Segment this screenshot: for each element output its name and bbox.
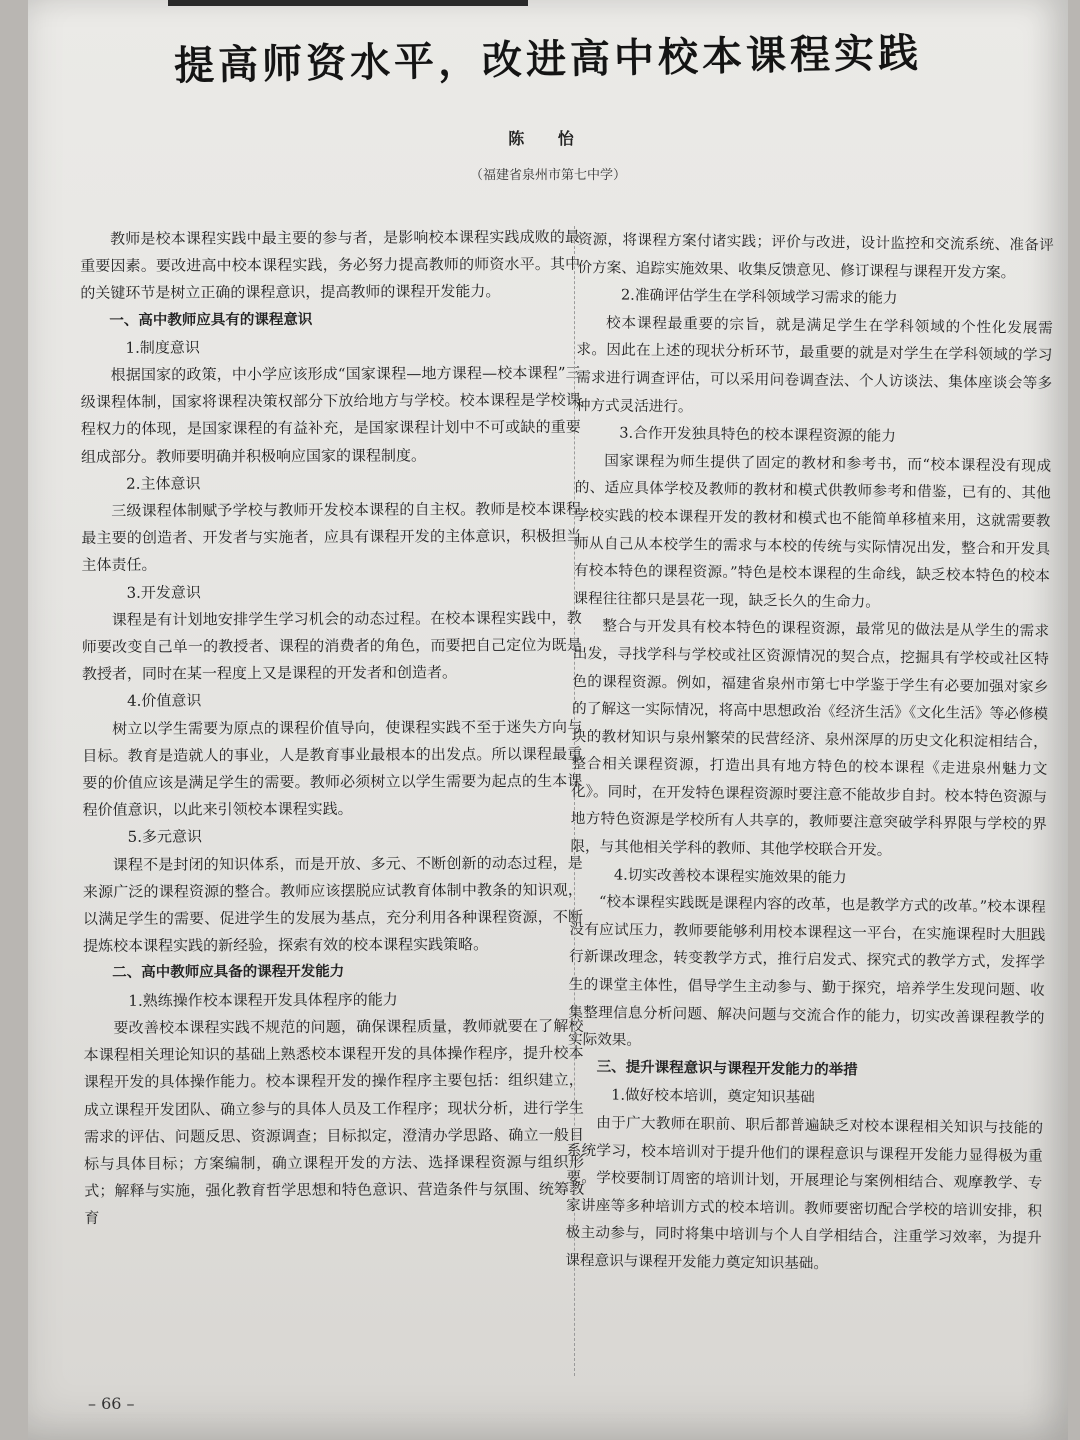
article-title: 提高师资水平，改进高中校本课程实践 <box>173 30 923 90</box>
subsection-heading: 5.多元意识 <box>127 827 203 847</box>
article-author: 陈 怡 <box>508 129 588 148</box>
page-number: – 66 – <box>88 1394 135 1413</box>
paragraph: 三级课程体制赋予学校与教师开发校本课程的自主权。教师是校本课程最主要的创造者、开发者与实施者，应具有课程开发的主体意识，积极担当主体责任。 <box>81 499 582 575</box>
paragraph: 资源，将课程方案付诸实践；评价与改进，设计监控和交流系统、准备评价方案、追踪实施效果、收集反馈意见、修订课程与课程开发方案。 <box>577 230 1054 281</box>
subsection-heading: 1.做好校本培训，奠定知识基础 <box>611 1086 815 1107</box>
paragraph: 由于广大教师在职前、职后都普遍缺乏对校本课程相关知识与技能的系统学习，校本培训对于提升他们的课程意识与课程开发能力显得极为重要。学校要制订周密的培训计划，开展理论与案例相结合、观摩教学、专家讲座等多种培训方式的校本培训。教师要密切配合学校的培训安排，积极主动参与，同时将集中培训与个人自学相结合，注重学习效率，为提升课程意识与课程开发能力奠定知识基础。 <box>565 1114 1044 1273</box>
paragraph: “校本课程实践既是课程内容的改革，也是教学方式的改革。”校本课程没有应试压力，教师要能够利用校本课程这一平台，在实施课程时大胆践行新课改理念，转变教学方式，推行启发式、探究式的教学方式，发挥学生的课堂主体性，倡导学生主动参与、勤于探究，培养学生发现问题、收集整理信息分析问题、解决问题与交流合作的能力，切实改善课程教学的实际效果。 <box>567 893 1046 1050</box>
journal-page <box>28 0 1068 1440</box>
subsection-heading: 3.开发意识 <box>126 583 201 602</box>
paragraph: 课程是有计划地安排学生学习机会的动态过程。在校本课程实践中，教师要改变自己单一的教授者、课程的消费者的角色，而要把自己定位为既是教授者，同时在某一程度上又是课程的开发者和创造者。 <box>81 608 582 684</box>
paragraph: 校本课程最重要的宗旨，就是满足学生在学科领域的个性化发展需求。因此在上述的现状分析环节，最重要的就是对学生在学科领域的学习需求进行调查评估，可以采用问卷调查法、个人访谈法、集体座谈会等多种方式灵活进行。 <box>575 314 1053 415</box>
section-heading: 二、高中教师应具备的课程开发能力 <box>112 964 345 982</box>
subsection-heading: 4.价值意识 <box>127 691 202 711</box>
section-heading: 三、提升课程意识与课程开发能力的举措 <box>596 1059 858 1079</box>
header-bar <box>168 0 528 6</box>
paragraph: 根据国家的政策，中小学应该形成“国家课程—地方课程—校本课程”三级课程体制，国家将课程决策权部分下放给地方与学校。校本课程是学校课程权力的体现，是国家课程的有益补充，是国家课程计划中不可或缺的重要组成部分。教师要明确并积极响应国家的课程制度。 <box>80 363 581 466</box>
paragraph: 要改善校本课程实践不规范的问题，确保课程质量，教师就要在了解校本课程相关理论知识的基础上熟悉校本课程开发的具体操作程序，提升校本课程开发的具体操作能力。校本课程开发的操作程序主要包括：组织建立，成立课程开发团队、确立参与的具体人员及工作程序；现状分析，进行学生需求的评估、问题反思、资源调查；目标拟定，澄清办学思路、确立一般目标与具体目标；方案编制，确立课程开发的方法、选择课程资源与组织形式；解释与实施，强化教育哲学思想和特色意识、营造条件与氛围、统筹教育 <box>83 1016 585 1228</box>
subsection-heading: 2.准确评估学生在学科领域学习需求的能力 <box>620 286 898 308</box>
paragraph: 国家课程为师生提供了固定的教材和参考书，而“校本课程没有现成的、适应具体学校及教师的教材和模式供教师参考和借鉴，已有的、其他学校实践的校本课程开发的教材和模式也不能简单移植来用，这就需要教师从自己从本校学生的需求与本校的传统与实际情况出发，整合和开发具有校本特色的课程资源。”特色是校本课程的生命线，缺乏校本特色的校本课程往往都只是昙花一现，缺乏长久的生命力。 <box>573 452 1052 611</box>
paragraph: 整合与开发具有校本特色的课程资源，最常见的做法是从学生的需求出发，寻找学科与学校或社区资源情况的契合点，挖掘具有学校或社区特色的课程资源。例如，福建省泉州市第七中学鉴于学生有必要加强对家乡的了解这一实际情况，将高中思想政治《经济生活》《文化生活》等必修模块的教材知识与泉州繁荣的民营经济、泉州深厚的历史文化积淀相结合，整合相关课程资源，打造出具有地方特色的校本课程《走进泉州魅力文化》。同时，在开发特色课程资源时要注意不能故步自封。校本特色资源与地方特色资源是学校所有人共享的，教师要注意突破学科界限与学校的界限，与其他相关学科的教师、其他学校联合开发。 <box>570 617 1050 859</box>
subsection-heading: 1.熟练操作校本课程开发具体程序的能力 <box>128 990 398 1010</box>
subsection-heading: 3.合作开发独具特色的校本课程资源的能力 <box>619 424 896 446</box>
right-column <box>565 226 1054 1280</box>
subsection-heading: 2.主体意识 <box>126 474 201 493</box>
paragraph: 树立以学生需要为原点的课程价值导向，使课程实践不至于迷失方向与目标。教育是造就人的事业，人是教育事业最根本的出发点。所以课程最重要的价值应该是满足学生的需要。教师必须树立以学生需要为起点的生本课程价值意识，以此来引领校本课程实践。 <box>82 717 583 820</box>
subsection-heading: 4.切实改善校本课程实施效果的能力 <box>613 866 847 886</box>
subsection-heading: 1.制度意识 <box>125 338 200 357</box>
paragraph: 课程不是封闭的知识体系，而是开放、多元、不断创新的动态过程，是来源广泛的课程资源的整合。教师应该摆脱应试教育体制中教条的知识观，以满足学生的需要、促进学生的发展为基点，充分利用各种课程资源，不断提炼校本课程实践的新经验，探索有效的校本课程实践策略。 <box>82 853 584 956</box>
author-affiliation: （福建省泉州市第七中学） <box>469 168 626 183</box>
paragraph: 教师是校本课程实践中最主要的参与者，是影响校本课程实践成败的最重要因素。要改进高中校本课程实践，务必努力提高教师的师资水平。其中的关键环节是树立正确的课程意识，提高教师的课程开发能力。 <box>80 227 581 303</box>
section-heading: 一、高中教师应具有的课程意识 <box>109 311 313 329</box>
left-column <box>80 224 584 1233</box>
